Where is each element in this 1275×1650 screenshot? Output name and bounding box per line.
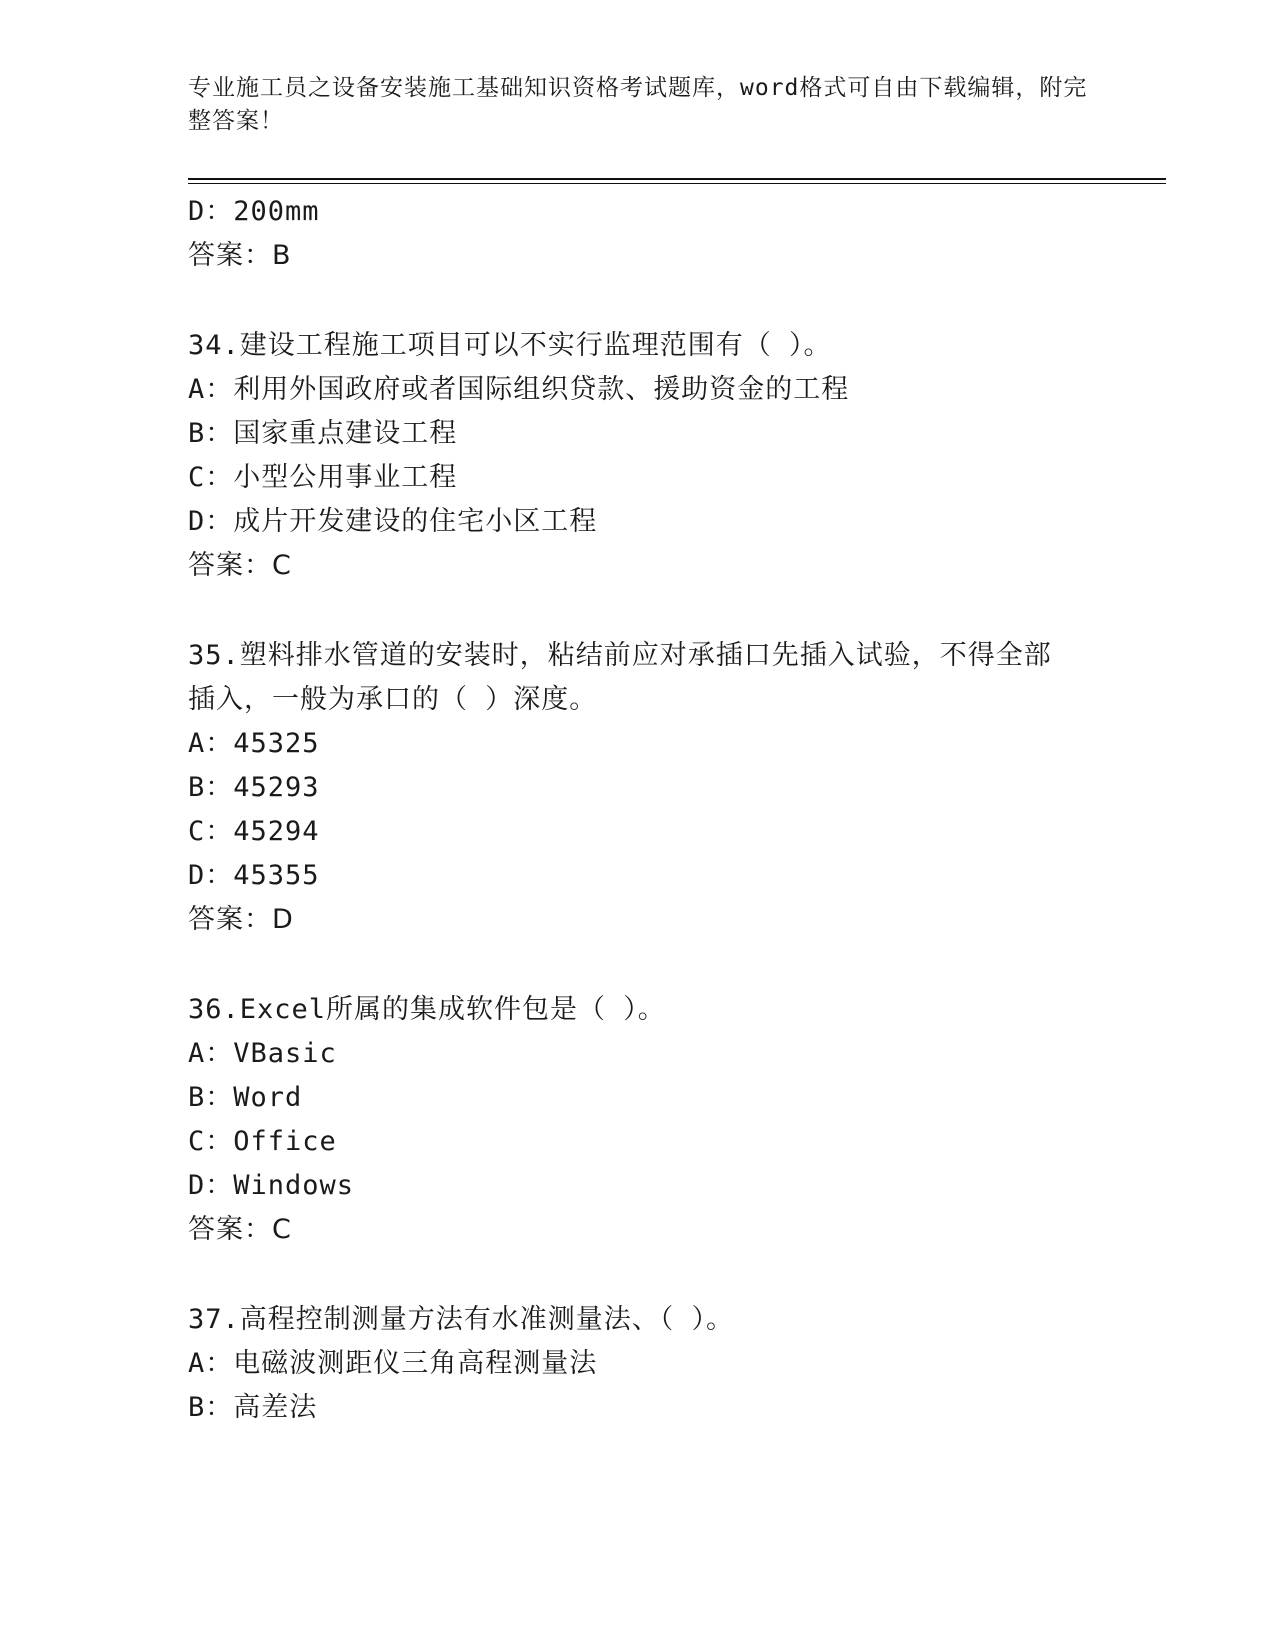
- question-35-option-c: C：45294: [188, 816, 320, 847]
- header-divider-thick: [188, 178, 1166, 180]
- document-header: 专业施工员之设备安装施工基础知识资格考试题库，word格式可自由下载编辑，附完整答案！: [188, 75, 1088, 134]
- question-36-stem: 36.Excel所属的集成软件包是（ ）。: [188, 994, 666, 1025]
- question-34-option-d: D：成片开发建设的住宅小区工程: [188, 506, 598, 537]
- question-34-option-b: B：国家重点建设工程: [188, 418, 458, 449]
- prev-answer: 答案：B: [188, 240, 292, 271]
- question-34-answer: 答案：C: [188, 550, 292, 581]
- question-35-answer: 答案：D: [188, 904, 294, 935]
- question-37-option-b: B：高差法: [188, 1392, 318, 1423]
- question-36-option-c: C：Office: [188, 1126, 337, 1157]
- question-35-option-b: B：45293: [188, 772, 320, 803]
- prev-option-d: D：200mm: [188, 196, 320, 227]
- question-34-option-a: A：利用外国政府或者国际组织贷款、援助资金的工程: [188, 374, 850, 405]
- question-35-stem-line-2: 插入，一般为承口的（ ）深度。: [188, 684, 598, 715]
- question-34-option-c: C：小型公用事业工程: [188, 462, 458, 493]
- question-37-stem: 37.高程控制测量方法有水准测量法、（ ）。: [188, 1304, 735, 1335]
- question-35-option-d: D：45355: [188, 860, 320, 891]
- question-34-stem: 34.建设工程施工项目可以不实行监理范围有（ ）。: [188, 330, 832, 361]
- question-36-option-b: B：Word: [188, 1082, 303, 1113]
- question-35-option-a: A：45325: [188, 728, 320, 759]
- question-36-option-a: A：VBasic: [188, 1038, 337, 1069]
- question-35-stem-line-1: 35.塑料排水管道的安装时，粘结前应对承插口先插入试验，不得全部: [188, 640, 1052, 671]
- question-37-option-a: A：电磁波测距仪三角高程测量法: [188, 1348, 598, 1379]
- question-36-answer: 答案：C: [188, 1214, 292, 1245]
- header-divider-thin: [188, 183, 1166, 184]
- question-36-option-d: D：Windows: [188, 1170, 355, 1201]
